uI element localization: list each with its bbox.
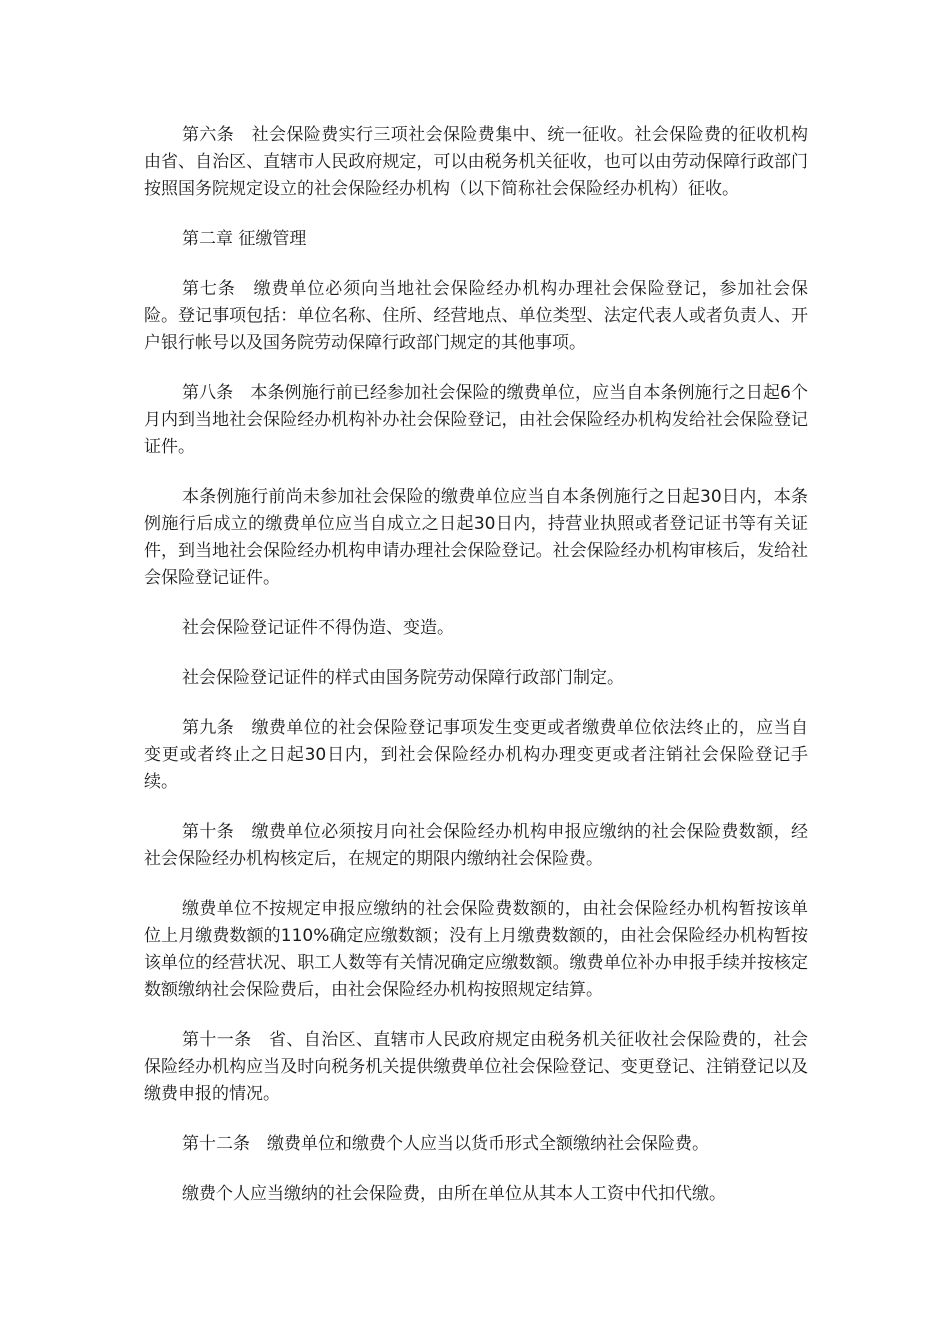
article-12: 第十二条 缴费单位和缴费个人应当以货币形式全额缴纳社会保险费。: [182, 1134, 709, 1154]
document-body: [144, 122, 808, 1231]
article-8-para-4: 社会保险登记证件的样式由国务院劳动保障行政部门制定。: [182, 668, 624, 688]
article-8: 第八条 本条例施行前已经参加社会保险的缴费单位，应当自本条例施行之日起6个月内到当地社会保险经办机构补办社会保险登记，由社会保险经办机构发给社会保险登记证件。: [144, 383, 808, 457]
article-6: 第六条 社会保险费实行三项社会保险费集中、统一征收。社会保险费的征收机构由省、自治区、直辖市人民政府规定，可以由税务机关征收，也可以由劳动保障行政部门按照国务院规定设立的社会保险经办机构（以下简称社会保险经办机构）征收。: [144, 125, 808, 199]
article-12-para-2: 缴费个人应当缴纳的社会保险费，由所在单位从其本人工资中代扣代缴。: [182, 1184, 726, 1204]
article-10: 第十条 缴费单位必须按月向社会保险经办机构申报应缴纳的社会保险费数额，经社会保险经办机构核定后，在规定的期限内缴纳社会保险费。: [144, 822, 808, 869]
article-9: 第九条 缴费单位的社会保险登记事项发生变更或者缴费单位依法终止的，应当自变更或者终止之日起30日内，到社会保险经办机构办理变更或者注销社会保险登记手续。: [144, 718, 808, 792]
article-10-para-2: 缴费单位不按规定申报应缴纳的社会保险费数额的，由社会保险经办机构暂按该单位上月缴费数额的110%确定应缴数额；没有上月缴费数额的，由社会保险经办机构暂按该单位的经营状况、职工人数等有关情况确定应缴数额。缴费单位补办申报手续并按核定数额缴纳社会保险费后，由社会保险经办机构按照规定结算。: [144, 899, 808, 1000]
article-8-para-2: 本条例施行前尚未参加社会保险的缴费单位应当自本条例施行之日起30日内，本条例施行后成立的缴费单位应当自成立之日起30日内，持营业执照或者登记证书等有关证件，到当地社会保险经办机构申请办理社会保险登记。社会保险经办机构审核后，发给社会保险登记证件。: [144, 487, 808, 588]
article-7: 第七条 缴费单位必须向当地社会保险经办机构办理社会保险登记，参加社会保险。登记事项包括：单位名称、住所、经营地点、单位类型、法定代表人或者负责人、开户银行帐号以及国务院劳动保障行政部门规定的其他事项。: [144, 279, 808, 353]
article-11: 第十一条 省、自治区、直辖市人民政府规定由税务机关征收社会保险费的，社会保险经办机构应当及时向税务机关提供缴费单位社会保险登记、变更登记、注销登记以及缴费申报的情况。: [144, 1030, 808, 1104]
chapter-2-heading: 第二章 征缴管理: [182, 229, 307, 249]
article-8-para-3: 社会保险登记证件不得伪造、变造。: [182, 618, 454, 638]
